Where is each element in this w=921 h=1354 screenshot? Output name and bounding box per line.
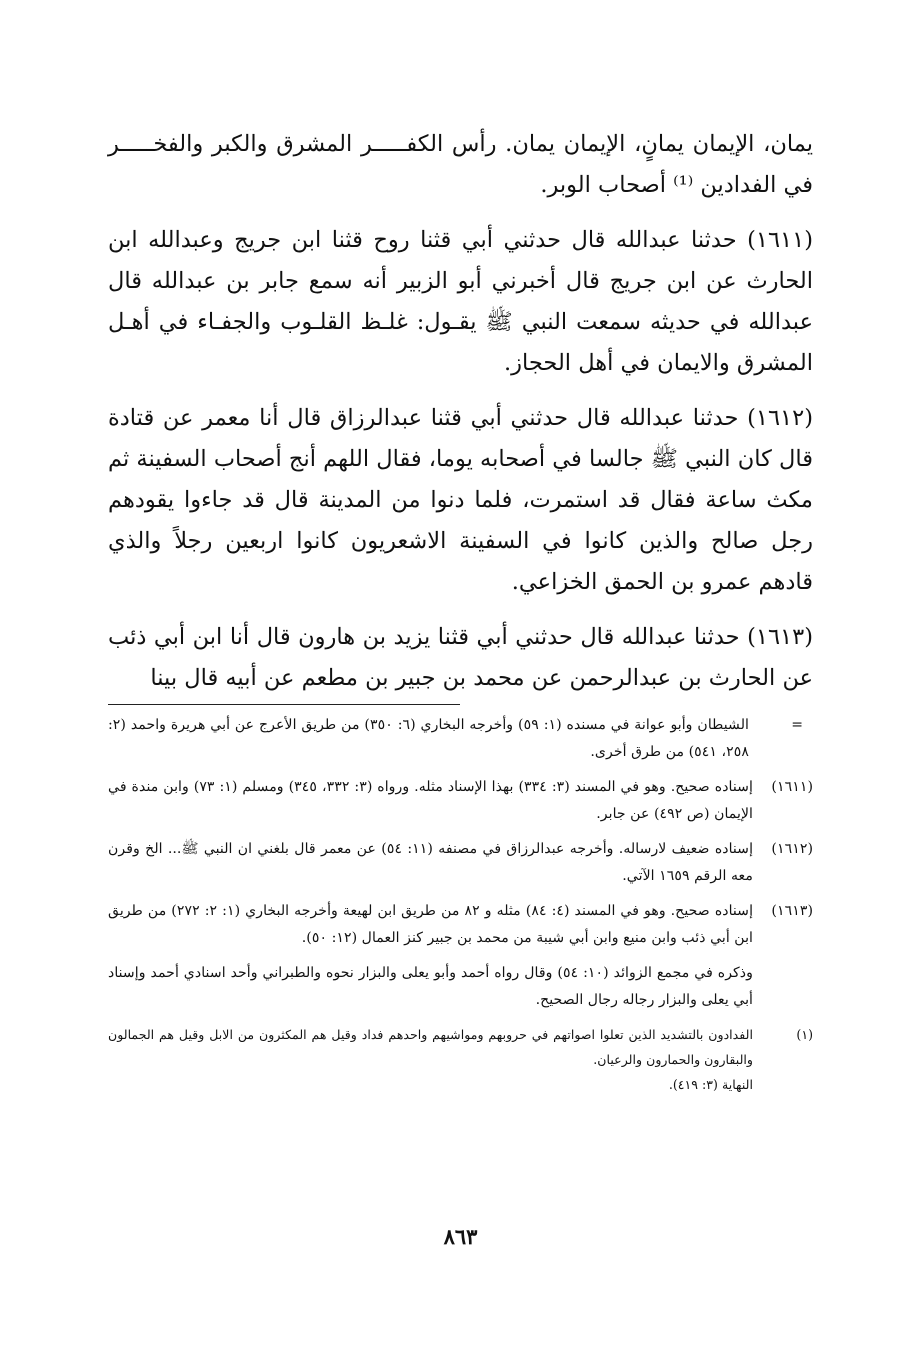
footnote-text: وذكره في مجمع الزوائد (١٠: ٥٤) وقال رواه أحمد وأبو يعلى والبزار نحوه والطبراني وأحد اسنادي أحمد وإسناد أبي يعلى والبزار رجاله رجال الصحيح. — [108, 965, 753, 1008]
footnote-continuation — [108, 712, 813, 766]
hadith-text: حدثنا عبدالله قال حدثني أبي قثنا روح قثنا ابن جريج وعبدالله ابن الحارث عن ابن جريج قال أخبرني أبو الزبير أنه سمع جابر بن عبدالله قال عبدالله في حديثه سمعت النبي ﷺ يقـول: غلـظ القلـوب والجفـاء في أهـل المشرق والايمان في أهل الحجاز. — [108, 227, 813, 376]
footnote-1 — [108, 1022, 813, 1097]
footnote-1613 — [108, 898, 813, 952]
footnote-divider — [108, 704, 460, 705]
footnote-label: (١) — [796, 1027, 813, 1042]
footnote-text: الشيطان وأبو عوانة في مسنده (١: ٥٩) وأخرجه البخاري (٦: ٣٥٠) من طريق الأعرج عن أبي هريرة واحمد (٢: ٢٥٨، ٥٤١) من طرق أخرى. — [108, 717, 749, 760]
footnote-text-block — [108, 1022, 753, 1097]
main-text — [108, 124, 813, 713]
hadith-text: حدثنا عبدالله قال حدثني أبي قثنا عبدالرزاق قال أنا معمر عن قتادة قال كان النبي ﷺ جالسا في أصحابه يوما، فقال اللهم أنج أصحاب السفينة ثم مكث ساعة فقال قد استمرت، فلما دنوا من المدينة قال قد جاءوا يقودهم رجل صالح والذين كانوا في السفينة الاشعريون كانوا اربعين رجلاً والذي قادهم عمرو بن الحمق الخزاعي. — [108, 405, 813, 595]
hadith-1611 — [108, 220, 813, 384]
continuation-mark: = — [791, 717, 803, 733]
footnote-1612 — [108, 836, 813, 890]
hadith-number: (١٦١٢) — [747, 405, 814, 431]
intro-paragraph: يمان، الإيمان يمانٍ، الإيمان يمان. رأس الكفـــــر المشرق والكبر والفخـــــر في الفدادين ⁽¹⁾ أصحاب الوبر. — [108, 131, 813, 198]
footnote-reference: النهاية (٣: ٤١٩). — [668, 1077, 753, 1092]
hadith-number: (١٦١٣) — [747, 624, 813, 650]
footnote-1613-continued — [108, 960, 813, 1014]
footnote-text: إسناده صحيح. وهو في المسند (٣: ٣٣٤) بهذا الإسناد مثله. ورواه (٣: ٣٣٢، ٣٤٥) ومسلم (١: ٧٣) وابن مندة في الإيمان (ص ٤٩٢) عن جابر. — [108, 779, 753, 822]
footnote-label: (١٦١٢) — [771, 841, 813, 857]
page-number: ٨٦٣ — [443, 1224, 478, 1249]
footnote-label: (١٦١٣) — [771, 903, 813, 919]
footnotes — [108, 712, 813, 1105]
footnote-text: إسناده صحيح. وهو في المسند (٤: ٨٤) مثله و ٨٢ من طريق ابن لهيعة وأخرجه البخاري (١: ٢: ٢٧٢) من طريق ابن أبي ذئب وابن منيع وابن أبي شيبة من محمد بن جبير كنز العمال (١٢: ٥٠). — [108, 903, 754, 946]
footnote-label: (١٦١١) — [771, 779, 813, 795]
hadith-1612 — [108, 398, 813, 603]
footnote-1611 — [108, 774, 813, 828]
hadith-number: (١٦١١) — [747, 227, 813, 253]
hadith-1613 — [108, 617, 813, 699]
hadith-text: حدثنا عبدالله قال حدثني أبي قثنا يزيد بن هارون قال أنا ابن أبي ذئب عن الحارث بن عبدالرحمن عن محمد بن جبير بن مطعم عن أبيه قال بينا — [108, 624, 813, 691]
footnote-indent — [753, 960, 813, 1014]
footnote-text: إسناده ضعيف لارساله. وأخرجه عبدالرزاق في مصنفه (١١: ٥٤) عن معمر قال بلغني ان النبي ﷺ... الخ وقرن معه الرقم ١٦٥٩ الآتي. — [108, 841, 754, 884]
footnote-text: الفدادون بالتشديد الذين تعلوا اصواتهم في حروبهم ومواشيهم واحدهم فداد وقيل هم المكثرون من الابل وقيل هم الجمالون والبقارون والحمارون والرعيان. — [108, 1027, 753, 1067]
